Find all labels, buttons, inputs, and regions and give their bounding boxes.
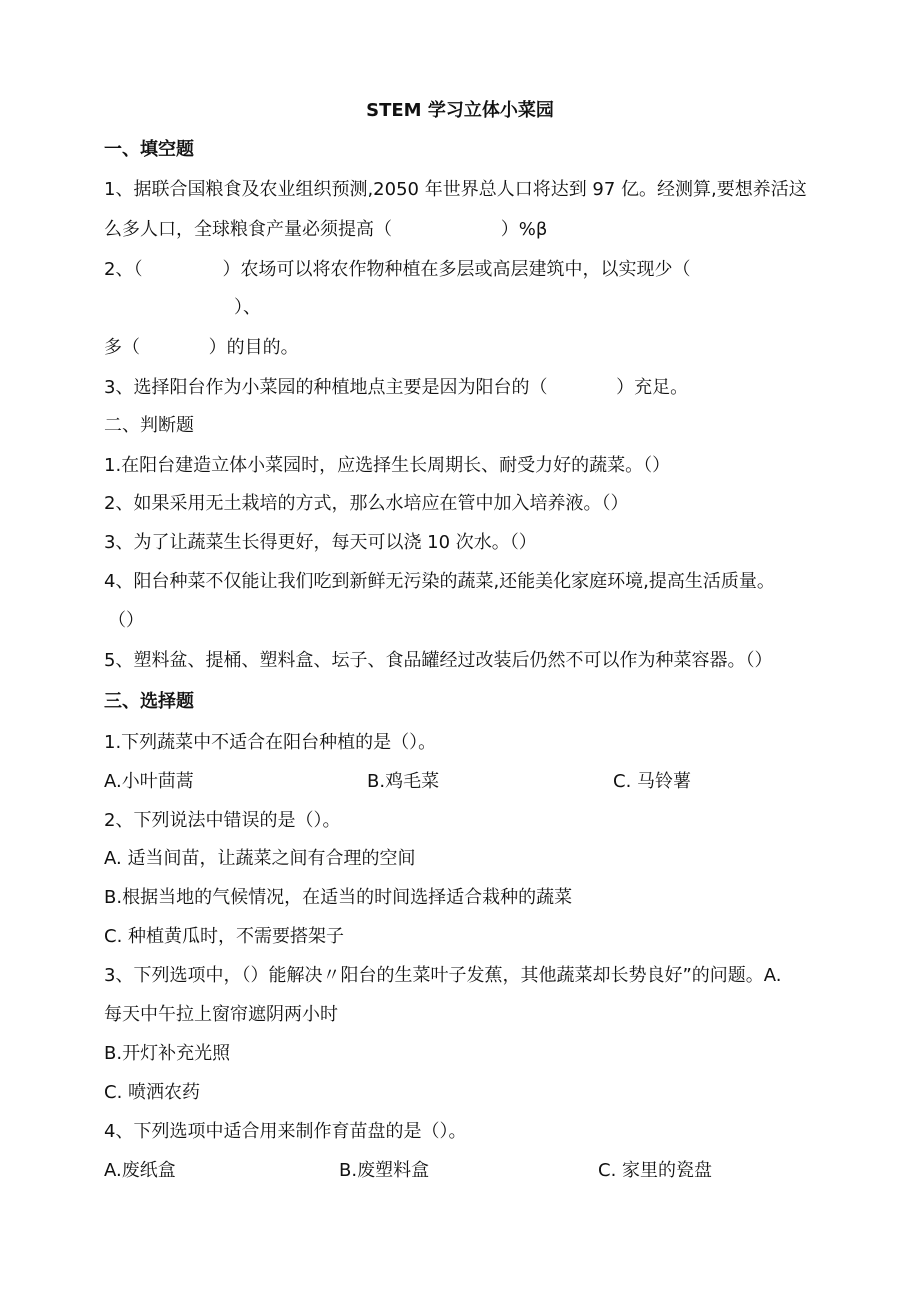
fill-q1-line1: 1、据联合国粮食及农业组织预测,2050 年世界总人口将达到 97 亿。经测算,要想养活这 bbox=[104, 179, 807, 200]
choice-q1-option-b: B.鸡毛菜 bbox=[367, 771, 440, 792]
choice-q1-option-a: A.小叶茴蒿 bbox=[104, 771, 194, 792]
choice-q2-option-b: B.根据当地的气候情况，在适当的时间选择适合栽种的蔬菜 bbox=[104, 887, 573, 908]
fill-q1-line2: 么多人口，全球粮食产量必须提高（ ）%β bbox=[104, 219, 548, 240]
fill-q3: 3、选择阳台作为小菜园的种植地点主要是因为阳台的（ ）充足。 bbox=[104, 377, 689, 398]
doc-title: STEM 学习立体小菜园 bbox=[366, 100, 554, 121]
choice-q3-option-a: 每天中午拉上窗帘遮阴两小时 bbox=[104, 1004, 338, 1025]
section-heading-fill-blank: 一、填空题 bbox=[104, 139, 194, 160]
choice-q3-option-b: B.开灯补充光照 bbox=[104, 1043, 231, 1064]
section-heading-choice: 三、选择题 bbox=[104, 691, 194, 712]
tf-q4-line1: 4、阳台种菜不仅能让我们吃到新鲜无污染的蔬菜,还能美化家庭环境,提高生活质量。 bbox=[104, 571, 775, 592]
fill-q2-line1: 2、（ ）农场可以将农作物种植在多层或高层建筑中，以实现少（ bbox=[104, 259, 691, 280]
choice-q1-option-c: C. 马铃薯 bbox=[613, 771, 692, 792]
choice-q4-option-c: C. 家里的瓷盘 bbox=[598, 1160, 713, 1181]
tf-q5: 5、塑料盆、提桶、塑料盒、坛子、食品罐经过改装后仍然不可以作为种菜容器。（） bbox=[104, 650, 773, 671]
choice-q4-option-a: A.废纸盒 bbox=[104, 1160, 176, 1181]
section-heading-true-false: 二、判断题 bbox=[104, 415, 194, 436]
choice-q2-option-a: A. 适当间苗，让蔬菜之间有合理的空间 bbox=[104, 848, 416, 869]
tf-q1: 1.在阳台建造立体小菜园时，应选择生长周期长、耐受力好的蔬菜。（） bbox=[104, 455, 671, 476]
tf-q3: 3、为了让蔬菜生长得更好，每天可以浇 10 次水。（） bbox=[104, 532, 537, 553]
choice-q3-line1: 3、下列选项中，（）能解决〃阳台的生菜叶子发蕉，其他蔬菜却长势良好”的问题。A. bbox=[104, 965, 782, 986]
choice-q1: 1.下列蔬菜中不适合在阳台种植的是（）。 bbox=[104, 732, 437, 753]
choice-q2-option-c: C. 种植黄瓜时，不需要搭架子 bbox=[104, 926, 345, 947]
choice-q3-option-c: C. 喷洒农药 bbox=[104, 1082, 201, 1103]
tf-q2: 2、如果采用无土栽培的方式，那么水培应在管中加入培养液。（） bbox=[104, 493, 629, 514]
tf-q4-line2: （） bbox=[108, 610, 144, 631]
fill-q2-line2: ）、 bbox=[234, 297, 261, 318]
choice-q4-option-b: B.废塑料盒 bbox=[339, 1160, 430, 1181]
choice-q2: 2、下列说法中错误的是（）。 bbox=[104, 810, 341, 831]
choice-q4: 4、下列选项中适合用来制作育苗盘的是（）。 bbox=[104, 1121, 467, 1142]
fill-q2-line3: 多（ ）的目的。 bbox=[104, 337, 299, 358]
